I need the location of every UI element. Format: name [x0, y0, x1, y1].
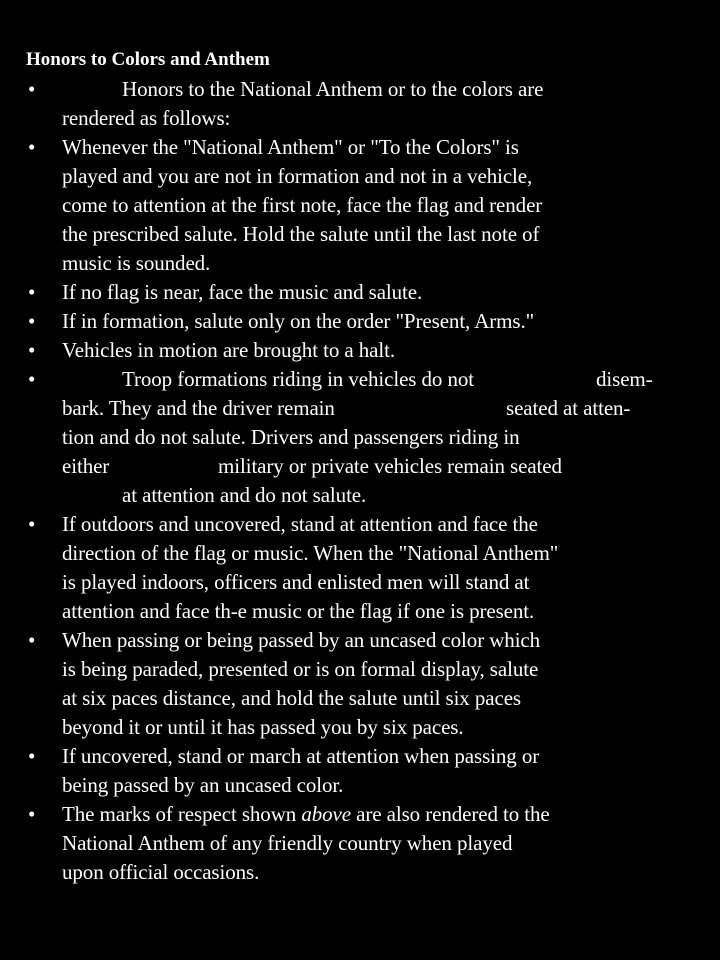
text-line: is being paraded, presented or is on formal display, salute: [62, 657, 539, 681]
text-line: military or private vehicles remain seated: [218, 454, 562, 478]
text-line: Troop formations riding in vehicles do not: [122, 367, 475, 391]
text-line: either: [62, 454, 110, 478]
text-line: direction of the flag or music. When the "National Anthem": [62, 541, 559, 565]
text-line: tion and do not salute. Drivers and passengers riding in: [62, 425, 520, 449]
text-line: music is sounded.: [62, 251, 211, 275]
text-line: Vehicles in motion are brought to a halt.: [62, 338, 395, 362]
text-run: The marks of respect shown: [62, 802, 297, 826]
text-line: seated at atten-: [506, 396, 631, 420]
text-line: the prescribed salute. Hold the salute until the last note of: [62, 222, 540, 246]
text-line: Whenever the "National Anthem" or "To the Colors" is: [62, 135, 519, 159]
text-line: If uncovered, stand or march at attention when passing or: [62, 744, 540, 768]
bullet-marker: •: [28, 512, 36, 536]
text-line: come to attention at the first note, face the flag and render: [62, 193, 543, 217]
text-run: are also rendered to the: [356, 802, 550, 826]
bullet-marker: •: [28, 802, 36, 826]
text-line: beyond it or until it has passed you by six paces.: [62, 715, 464, 739]
bullet-marker: •: [28, 628, 36, 652]
text-line: If outdoors and uncovered, stand at attention and face the: [62, 512, 538, 536]
bullet-marker: •: [28, 309, 36, 333]
bullet-marker: •: [28, 367, 36, 391]
text-line: When passing or being passed by an uncased color which: [62, 628, 541, 652]
text-line: at six paces distance, and hold the salute until six paces: [62, 686, 521, 710]
document-title: Honors to Colors and Anthem: [26, 49, 270, 70]
text-line: rendered as follows:: [62, 106, 231, 130]
text-line: upon official occasions.: [62, 860, 260, 884]
bullet-marker: •: [28, 77, 36, 101]
text-line: If in formation, salute only on the order "Present, Arms.": [62, 309, 535, 333]
emphasis-text: above: [301, 802, 351, 826]
text-line: bark. They and the driver remain: [62, 396, 335, 420]
bullet-marker: •: [28, 744, 36, 768]
text-line: National Anthem of any friendly country when played: [62, 831, 513, 855]
text-line: being passed by an uncased color.: [62, 773, 344, 797]
text-line: at attention and do not salute.: [122, 483, 367, 507]
bullet-marker: •: [28, 280, 36, 304]
text-line: If no flag is near, face the music and salute.: [62, 280, 423, 304]
text-line: is played indoors, officers and enlisted men will stand at: [62, 570, 530, 594]
bullet-marker: •: [28, 338, 36, 362]
bullet-marker: •: [28, 135, 36, 159]
text-line: [62, 800, 550, 829]
text-line: Honors to the National Anthem or to the colors are: [122, 77, 544, 101]
text-line: played and you are not in formation and not in a vehicle,: [62, 164, 533, 188]
text-line: disem-: [596, 367, 653, 391]
text-line: attention and face th-e music or the flag if one is present.: [62, 599, 535, 623]
